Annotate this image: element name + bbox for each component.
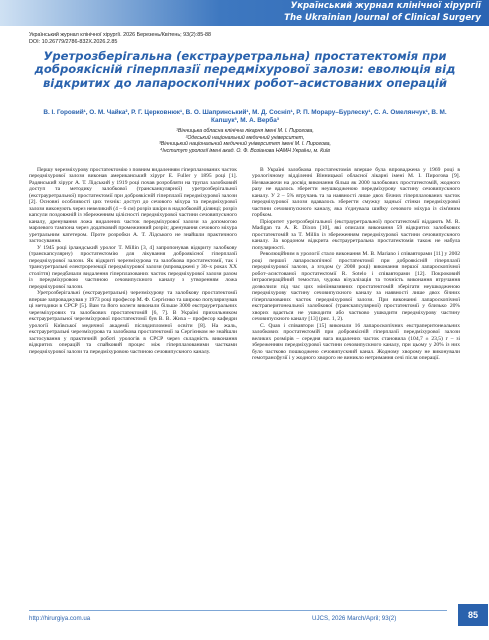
article-title: Уретрозберігальна (екстрауретральна) простатектомія при доброякісній гіперплазії передміхурової залози: еволюція від відкритих до лапароскопічних робот–асистованих операцій bbox=[34, 49, 456, 90]
paragraph: У 1945 році ірландський уролог T. Millin [3, 4] запропонував відкриту залобкову (транскапсулярну) простатектомію для лікування доброякісної гіперплазії передміхурової залози. Як відкриті черезміхурова та залобкова простатектомії, так і трансуретральні електрорезекції передміхурової залози (впроваджені у 30–х роках XX століття) передбачали видалення гіперплазованих часток передміхурової залози разом із передміхуровою частиною сечовипускного каналу з утворенням ложа передміхурової залози. bbox=[29, 244, 237, 290]
affiliation-1: ¹Вінницька обласна клінічна лікарня імені М. І. Пирогова, bbox=[176, 128, 314, 134]
paragraph: Першу черезміхурову простатектомію з повним видаленням гіперплазованих часток передміхурової залози виконав американський хірург E. Fuller у 1895 році [1]. Радянський хірург А. Т. Лідський у 1919 році почав розробляти на трупах залобковий доступ та методику залобкової (трансканкулярної) уретрозберігальної (екстрауретральної) простатектомії при доброякісній гіперплазії передміхурової залози [2]. Основні особливості цих технік: доступ до сечового міхура та передміхурової залози виконують через невеликий (4 – 6 см) розріз шкіри в надлобковій ділянці; розріз капсули поздовжній із збереженням цілісності передміхурової частини сечовипускного каналу, дренування ложа видалених часток передміхурової залози за допомогою марлевого тампона через додатковий промежинний розріз; дренування сечового міхура уретральним катетером. Проте розробки А. Т. Лідського не знайшли практичного застосування. bbox=[29, 167, 237, 245]
affiliations bbox=[30, 128, 460, 155]
journal-title-english: The Ukrainian Journal of Clinical Surgery bbox=[284, 13, 481, 23]
journal-header-band bbox=[0, 0, 489, 26]
paragraph: Революційним в урології стало виконання M. B. Mariano і співавторами [11] у 2002 році першої лапароскопічної простатектомії при доброякісній гіперплазії передміхурової залози, а згодом (у 2008 році) виконання першої лапароскопічної робот–асистованої простатектомії R. Sotelo і співавторами [12]. Покроковий інтраопераційний темостаз, чудова візуалізація та точність виконання втручання дозволили під час цих мініінвазивних простатектомій зберігати неушкодженою передміхурову частину сечовипускного каналу за наявності лише двох бічних гіперплазованих часток передміхурової залози. При виконанні лапароскопічної екстраперитонеальної залобкової (транскапсулярної) простатектомії у близько 20% хворих вдається не ушкодити або частково ушкодити передміхурову частину сечовипускного каналу [13] (рис. 1, 2). bbox=[252, 251, 460, 323]
body-column-right bbox=[252, 167, 460, 362]
journal-title-ukrainian: Український журнал клінічної хірургії bbox=[290, 1, 481, 11]
affiliation-3: ³Вінницький національний медичний університет імені М. І. Пирогова, bbox=[159, 141, 331, 148]
journal-website-link[interactable]: http://hirurgiya.com.ua bbox=[29, 615, 91, 622]
footer-citation: UJCS, 2026 March/April; 93(2) bbox=[312, 615, 397, 622]
page-number-badge: 85 bbox=[458, 604, 488, 626]
paragraph: В Україні залобкова простатектомія вперше була впроваджена у 1969 році в урологічному відділенні Вінницької обласної лікарні імені М. І. Пирогова [9]. Незважаючи на досвід виконання більш як 2000 залобкових простатектомій, жодного разу не вдалось зберегти неушкодженою передміхурову частину сечовипускного каналу. У 2 – 5% втручань та за наявності лише двох бічних гіперплазованих часток передміхурової залози вдавалось зберегти смужку задньої стінки передміхурової частини сечовипускного каналу, яка з'єднувала шийку сечового міхура із сім'яним горбком. bbox=[252, 167, 460, 219]
doi-line[interactable]: DOI: 10.26779/2786-832X.2026.2.85 bbox=[29, 39, 118, 45]
article-meta bbox=[29, 32, 211, 46]
affiliation-2: ²Одеський національний медичний університет, bbox=[185, 134, 305, 141]
paragraph: Уретрозберігальні (екстрауретральні) черезміхурову та залобкову простатектомії вперше запроваджував у 1973 році професор М. Ф. Сергієнко та широко популяризував ці методики в СРСР [5]. Вам та його колеги виконали більше 3000 екстрауретральних черезміхурових та залобкових простатектомій [6, 7]. В Україні прихильником екстрауретральної черезміхурової простатектомії був В. В. Жиха – професор кафедри урології Київської медичної академії післядипломної освіти [8]. На жаль, екстрауретральні черезміхурова та залобкова простатектомії за Сергієнком не знайшли застосування у практичній роботі урологів в СРСР через складність виконання відкритих операцій та спайковий процес між гіперплазованими частками передміхурової залози та передміхуровою частиною сечовипускного каналу. bbox=[29, 290, 237, 355]
footer-divider bbox=[29, 610, 447, 611]
paragraph: C. Quan і співавтори [15] виконали 16 лапароскопічних екстраперитонеальних залобкових простатектомій при доброякісній гіперплазії передміхурової залози великих розмірів – середня вага видалених часток становила (104,7 ± 23,5) г – зі збереженням передміхурової частини сечовипускного каналу, при цьому у 20% із них було частково пошкоджено сечовипускний канал. Жодному хворому не виконували гемотрансфузії і у жодного хворого не виникло нетримання сечі після операції. bbox=[252, 322, 460, 362]
citation-line: Український журнал клінічної хірургії. 2026 Березень/Квітень; 93(2):85-88 bbox=[29, 32, 211, 38]
paragraph: Пріоритет уретрозберігальної (екстрауретральної) простатектомії віддають M. R. Madigan та A. R. Dixon [10], які описали виконання 59 відкритих залобкових простатектомій за T. Millin із збереженням передміхурової частини сечовипускного каналу. За кордоном відкрита екстрауретральна простатектомія також не набула популярності. bbox=[252, 218, 460, 251]
affiliation-4: ⁴Інститут урології імені акад. О. Ф. Возіанова НАМН України, м. Київ bbox=[160, 148, 330, 155]
author-list: В. І. Горовий¹, О. М. Чайка², Р. Г. Церковнюк¹, В. О. Шапринський¹, М. Д. Сосніп¹, Р. П. Морару–Бурлеску¹, С. А. Омелянчук¹, В. М. Капшук³, М. А. Верба³ bbox=[43, 109, 447, 124]
body-column-left bbox=[29, 167, 237, 355]
